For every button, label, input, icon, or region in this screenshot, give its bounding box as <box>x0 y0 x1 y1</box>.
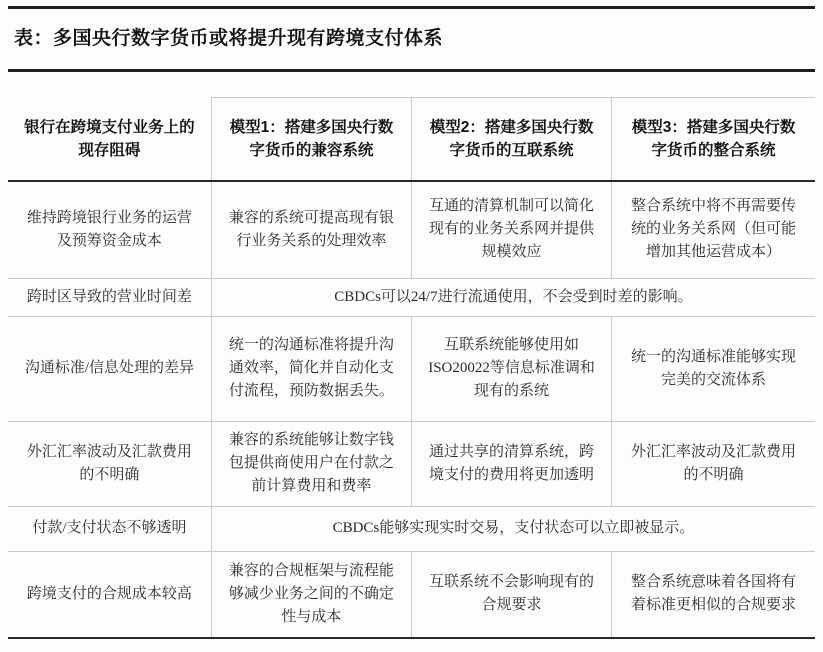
table-body <box>8 181 815 638</box>
obstacle-cell: 跨时区导致的营业时间差 <box>8 278 211 316</box>
table-container <box>8 97 815 639</box>
obstacle-cell: 跨境支付的合规成本较高 <box>8 551 211 638</box>
table-row-standards <box>8 316 815 421</box>
model3-cell: 统一的沟通标准能够实现完美的交流体系 <box>612 316 815 421</box>
model1-cell: 兼容的系统能够让数字钱包提供商使用户在付款之前计算费用和费率 <box>211 421 411 506</box>
model2-cell: 互通的清算机制可以简化现有的业务关系网并提供规模效应 <box>411 181 611 279</box>
model3-cell: 整合系统意味着各国将有着标准更相似的合规要求 <box>612 551 815 638</box>
table-row-operating-costs <box>8 181 815 279</box>
model2-cell: 互联系统不会影响现有的合规要求 <box>411 551 611 638</box>
header-row <box>8 97 815 181</box>
obstacle-cell: 付款/支付状态不够透明 <box>8 506 211 551</box>
table-header <box>8 97 815 181</box>
model2-cell: 通过共享的清算系统，跨境支付的费用将更加透明 <box>411 421 611 506</box>
model1-cell: 兼容的合规框架与流程能够减少业务之间的不确定性与成本 <box>211 551 411 638</box>
model3-cell: 外汇汇率波动及汇款费用的不明确 <box>612 421 815 506</box>
header-model3: 模型3：搭建多国央行数字货币的整合系统 <box>612 97 815 181</box>
header-obstacles: 银行在跨境支付业务上的现存阻碍 <box>8 97 211 181</box>
model3-cell: 整合系统中将不再需要传统的业务关系网（但可能增加其他运营成本） <box>612 181 815 279</box>
merged-cell: CBDCs能够实现实时交易，支付状态可以立即被显示。 <box>211 506 815 551</box>
obstacle-cell: 外汇汇率波动及汇款费用的不明确 <box>8 421 211 506</box>
obstacle-cell: 沟通标准/信息处理的差异 <box>8 316 211 421</box>
table-row-payment-status <box>8 506 815 551</box>
title-bottom-rule <box>8 69 815 72</box>
model2-cell: 互联系统能够使用如ISO20022等信息标准调和现有的系统 <box>411 316 611 421</box>
page-title: 表：多国央行数字货币或将提升现有跨境支付体系 <box>14 28 444 49</box>
header-model2: 模型2：搭建多国央行数字货币的互联系统 <box>411 97 611 181</box>
header-model1: 模型1：搭建多国央行数字货币的兼容系统 <box>211 97 411 181</box>
table-row-compliance-costs <box>8 551 815 638</box>
cbdc-comparison-table <box>8 97 815 639</box>
table-row-timezones <box>8 278 815 316</box>
obstacle-cell: 维持跨境银行业务的运营及预筹资金成本 <box>8 181 211 279</box>
model1-cell: 统一的沟通标准将提升沟通效率，简化并自动化支付流程，预防数据丢失。 <box>211 316 411 421</box>
model1-cell: 兼容的系统可提高现有银行业务关系的处理效率 <box>211 181 411 279</box>
table-row-fx-fees <box>8 421 815 506</box>
merged-cell: CBDCs可以24/7进行流通使用，不会受到时差的影响。 <box>211 278 815 316</box>
